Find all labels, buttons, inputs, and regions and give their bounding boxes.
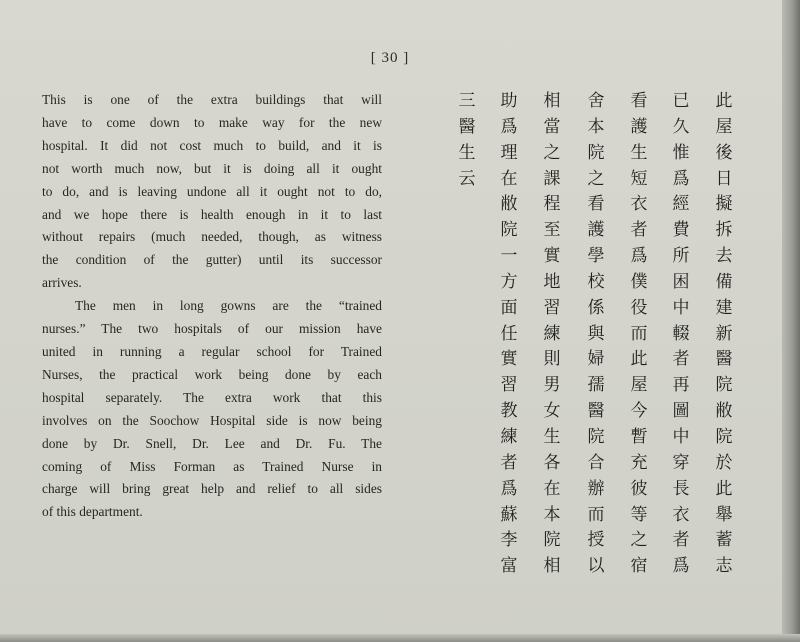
text-line: done by Dr. Snell, Dr. Lee and Dr. Fu. The bbox=[42, 435, 382, 451]
text-line: united in running a regular school for Trained bbox=[42, 343, 382, 359]
text-line: coming of Miss Forman as Trained Nurse in bbox=[42, 458, 382, 474]
chinese-column: 三 醫 生 云 bbox=[458, 91, 476, 189]
text-line: This is one of the extra buildings that will bbox=[42, 92, 382, 107]
text-line: The men in long gowns are the “trained bbox=[75, 298, 382, 314]
text-line: nurses.” The two hospitals of our mission have bbox=[42, 321, 382, 337]
text-line: hospital separately. The extra work that this bbox=[42, 389, 382, 405]
text-line: to do, and is leaving undone all it ought not to do, bbox=[42, 183, 382, 199]
page-edge-shadow bbox=[782, 0, 800, 642]
text-line: involves on the Soochow Hospital side is now being bbox=[42, 412, 382, 428]
chinese-column: 此 屋 後 日 擬 拆 去 備 建 新 醫 院 敝 院 於 此 舉 蓄 志 bbox=[715, 91, 733, 577]
english-text bbox=[42, 89, 382, 524]
text-line: charge will bring great help and relief to all sides bbox=[42, 481, 382, 497]
chinese-column: 已 久 惟 爲 經 費 所 困 中 輟 者 再 圖 中 穿 長 衣 者 爲 bbox=[672, 91, 690, 577]
text-line: Nurses, the practical work being done by each bbox=[42, 366, 382, 382]
chinese-column: 相 當 之 課 程 至 實 地 習 練 則 男 女 生 各 在 本 院 相 bbox=[543, 91, 561, 577]
text-line: have to come down to make way for the new bbox=[42, 114, 382, 130]
english-paragraph-2 bbox=[42, 295, 382, 524]
text-line: arrives. bbox=[42, 275, 82, 291]
text-line: the condition of the gutter) until its successor bbox=[42, 252, 382, 268]
text-line: of this department. bbox=[42, 504, 143, 520]
page-number: [ 30 ] bbox=[370, 50, 410, 66]
chinese-column: 看 護 生 短 衣 者 爲 僕 役 而 此 屋 今 暫 充 彼 等 之 宿 bbox=[630, 91, 648, 577]
chinese-column: 舍 本 院 之 看 護 學 校 係 與 婦 孺 醫 院 合 辦 而 授 以 bbox=[587, 91, 605, 577]
english-paragraph-1 bbox=[42, 89, 382, 295]
page-bottom-edge bbox=[0, 634, 800, 642]
text-line: and we hope there is health enough in it to last bbox=[42, 206, 382, 222]
chinese-column: 助 爲 理 在 敝 院 一 方 面 任 實 習 教 練 者 爲 蘇 李 富 bbox=[500, 91, 518, 577]
chinese-text bbox=[458, 89, 738, 579]
text-line: hospital. It did not cost much to build, and it is bbox=[42, 137, 382, 153]
text-line: not worth much now, but it is doing all it ought bbox=[42, 160, 382, 176]
text-line: without repairs (much needed, though, as witness bbox=[42, 229, 382, 245]
